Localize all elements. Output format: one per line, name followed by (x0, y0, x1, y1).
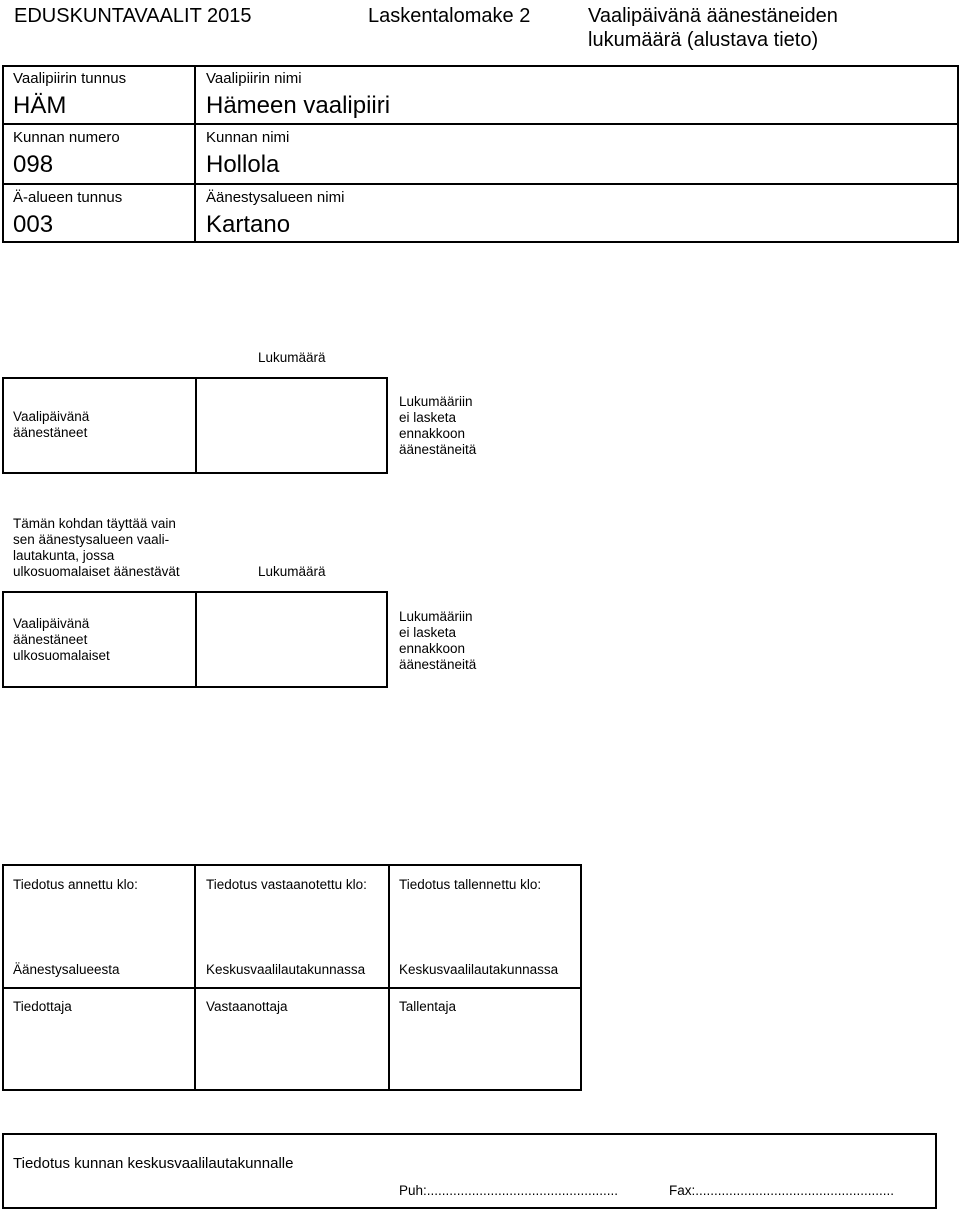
form-title-line2: lukumäärä (alustava tieto) (588, 29, 819, 51)
divider (2, 987, 582, 989)
election-title: EDUSKUNTAVAALIT 2015 (14, 5, 252, 27)
form-title-line1: Vaalipäivänä äänestäneiden (588, 5, 838, 27)
identity-section (2, 65, 959, 243)
voters-row-label: Vaalipäivänä äänestäneet (13, 409, 90, 440)
saver-label: Tallentaja (399, 999, 457, 1014)
municipality-number: 098 (13, 151, 54, 178)
divider (194, 864, 196, 1091)
area-name: Kartano (206, 211, 291, 238)
receiver-label: Vastaanottaja (206, 999, 288, 1014)
exclusion-note: Lukumääriin ei lasketa ennakkoon äänestäneitä (399, 394, 477, 457)
exclusion-note: Lukumääriin ei lasketa ennakkoon äänestäneitä (399, 609, 477, 672)
footer-title: Tiedotus kunnan keskusvaalilautakunnalle (13, 1155, 294, 1172)
divider (194, 65, 196, 243)
district-code: HÄM (13, 92, 67, 119)
saved-time-label: Tiedotus tallennettu klo: (399, 877, 542, 892)
area-code-label: Ä-alueen tunnus (13, 189, 123, 206)
overseas-count-field[interactable] (205, 626, 380, 656)
received-time-label: Tiedotus vastaanotettu klo: (206, 877, 367, 892)
count-column-label: Lukumäärä (258, 564, 326, 579)
divider (2, 183, 959, 185)
area-name-label: Äänestysalueen nimi (206, 189, 345, 206)
area-code: 003 (13, 211, 54, 238)
municipality-name-label: Kunnan nimi (206, 129, 290, 146)
divider (195, 377, 197, 474)
overseas-instruction: Tämän kohdan täyttää vain sen äänestysalueen vaali- lautakunta, jossa ulkosuomalaiset äänestävät (13, 516, 180, 579)
district-name-label: Vaalipiirin nimi (206, 70, 302, 87)
notifier-label: Tiedottaja (13, 999, 72, 1014)
voters-count-field[interactable] (205, 412, 380, 442)
from-label: Äänestysalueesta (13, 962, 120, 977)
divider (388, 864, 390, 1091)
given-time-label: Tiedotus annettu klo: (13, 877, 138, 892)
divider (195, 591, 197, 688)
count-column-label: Lukumäärä (258, 350, 326, 365)
saved-at-label: Keskusvaalilautakunnassa (399, 962, 559, 977)
municipality-name: Hollola (206, 151, 280, 178)
overseas-row-label: Vaalipäivänä äänestäneet ulkosuomalaiset (13, 616, 110, 663)
received-at-label: Keskusvaalilautakunnassa (206, 962, 366, 977)
municipality-number-label: Kunnan numero (13, 129, 120, 146)
form-name: Laskentalomake 2 (368, 5, 531, 27)
fax-field: Fax:..................................................... (669, 1183, 895, 1198)
divider (2, 123, 959, 125)
district-code-label: Vaalipiirin tunnus (13, 70, 127, 87)
district-name: Hämeen vaalipiiri (206, 92, 391, 119)
phone-field: Puh:................................................... (399, 1183, 619, 1198)
